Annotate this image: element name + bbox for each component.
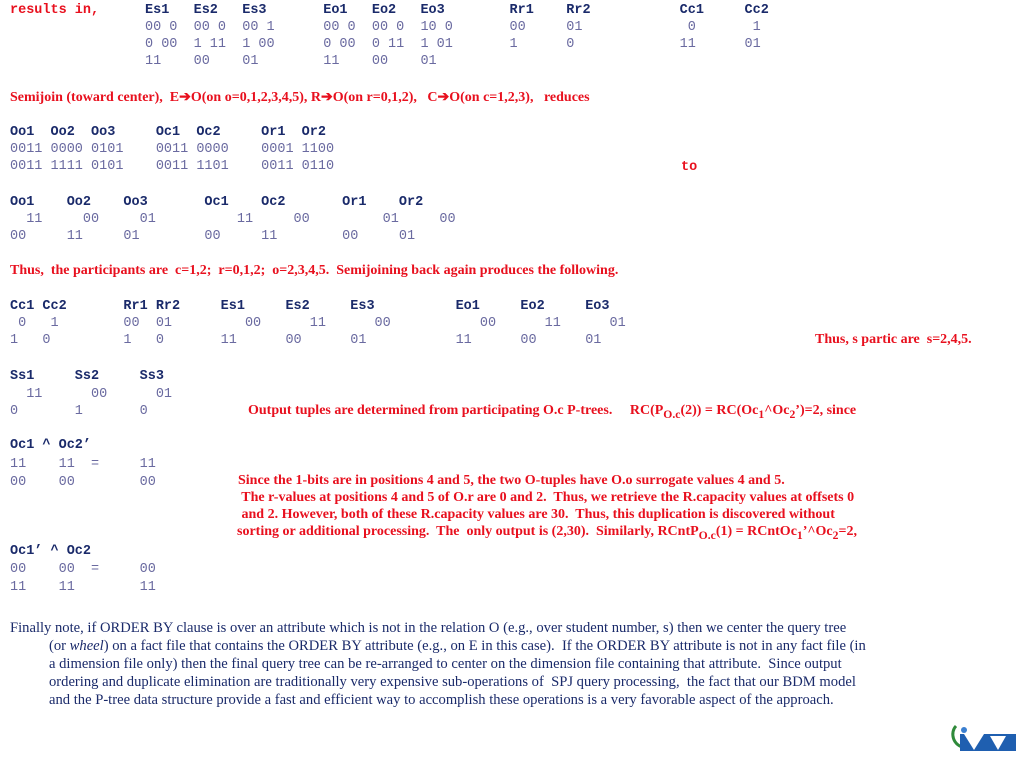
- block6-header: Oc1 ^ Oc2’: [10, 438, 92, 453]
- block5-row: 0 1 0: [10, 404, 148, 419]
- block5-header: Ss1 Ss2 Ss3: [10, 369, 164, 384]
- block1-row: 0 00 1 11 1 00 0 00 0 11 1 01 1 0 11 01: [145, 37, 761, 52]
- final-paragraph-line: ordering and duplicate elimination are traditionally very expensive sub-operations of SPJ query processing, the fact that our BDM model: [49, 674, 856, 690]
- block7-row: 00 00 = 00: [10, 562, 156, 577]
- block2-row: 0011 0000 0101 0011 0000 0001 1100: [10, 142, 335, 157]
- block1-row: 11 00 01 11 00 01: [145, 54, 437, 69]
- explanation-line: Since the 1-bits are in positions 4 and 5, the two O-tuples have O.o surrogate values 4 and 5.: [238, 473, 785, 488]
- right-arrow-icon: ➔: [320, 90, 333, 105]
- participants-note: Thus, the participants are c=1,2; r=0,1,2; o=2,3,4,5. Semijoining back again produces the following.: [10, 263, 619, 278]
- semijoin-line: Semijoin (toward center), E➔O(on o=0,1,2,3,4,5), R➔O(on r=0,1,2), C➔O(on c=1,2,3), reduces: [10, 90, 590, 105]
- explanation-line: The r-values at positions 4 and 5 of O.r are 0 and 2. Thus, we retrieve the R.capacity values at offsets 0: [238, 490, 855, 505]
- logo-icon: [950, 722, 1020, 752]
- right-arrow-icon: ➔: [437, 90, 450, 105]
- block2-header: Oo1 Oo2 Oo3 Oc1 Oc2 Or1 Or2: [10, 125, 326, 140]
- block3-header: Oo1 Oo2 Oo3 Oc1 Oc2 Or1 Or2: [10, 195, 424, 210]
- block6-row: 11 11 = 11: [10, 457, 156, 472]
- final-paragraph-line: and the P-tree data structure provide a fast and efficient way to accomplish these operations is a very favorable aspect of the approach.: [49, 692, 834, 708]
- block4-row: 0 1 00 01 00 11 00 00 11 01: [10, 316, 626, 331]
- block3-row: 11 00 01 11 00 01 00: [10, 212, 456, 227]
- block1-row: 00 0 00 0 00 1 00 0 00 0 10 0 00 01 0 1: [145, 20, 761, 35]
- block4-row: 1 0 1 0 11 00 01 11 00 01: [10, 333, 602, 348]
- explanation-line: sorting or additional processing. The only output is (2,30). Similarly, RCntP$_{O.c}$(1) = $RCntOc_1’\^{}Oc_2=2$,: [237, 524, 857, 542]
- block2-row: 0011 1111 0101 0011 1101 0011 0110: [10, 159, 335, 174]
- results-in-label: results in,: [10, 3, 100, 18]
- final-paragraph-line: (or wheel) on a fact file that contains the ORDER BY attribute (e.g., on E in this case). If the ORDER BY attribute is not in any fact file (in: [49, 638, 866, 654]
- block3-row: 00 11 01 00 11 00 01: [10, 229, 416, 244]
- output-tuples-note: Output tuples are determined from participating O.c P-trees. $RC(P_{O.c}(2))$ = $RC(Oc_1\^{}Oc_2’)=2$, since: [248, 403, 857, 421]
- block7-row: 11 11 11: [10, 580, 156, 595]
- explanation-line: and 2. However, both of these R.capacity values are 30. Thus, this duplication is discovered without: [238, 507, 835, 522]
- block5-row: 11 00 01: [10, 387, 173, 402]
- final-paragraph-line: Finally note, if ORDER BY clause is over an attribute which is not in the relation O (e.g., over student number, s) then we center the query tree: [10, 620, 847, 636]
- right-arrow-icon: ➔: [179, 90, 191, 105]
- block6-row: 00 00 00: [10, 475, 156, 490]
- block7-header: Oc1’ ^ Oc2: [10, 544, 92, 559]
- final-paragraph-line: a dimension file only) then the final query tree can be re-arranged to center on the dimension file containing that attribute. Since output: [49, 656, 842, 672]
- to-label: to: [681, 160, 698, 175]
- block4-header: Cc1 Cc2 Rr1 Rr2 Es1 Es2 Es3 Eo1 Eo2 Eo3: [10, 299, 610, 314]
- s-partic-note: Thus, s partic are s=2,4,5.: [815, 332, 972, 347]
- block1-header: Es1 Es2 Es3 Eo1 Eo2 Eo3 Rr1 Rr2 Cc1 Cc2: [145, 3, 769, 18]
